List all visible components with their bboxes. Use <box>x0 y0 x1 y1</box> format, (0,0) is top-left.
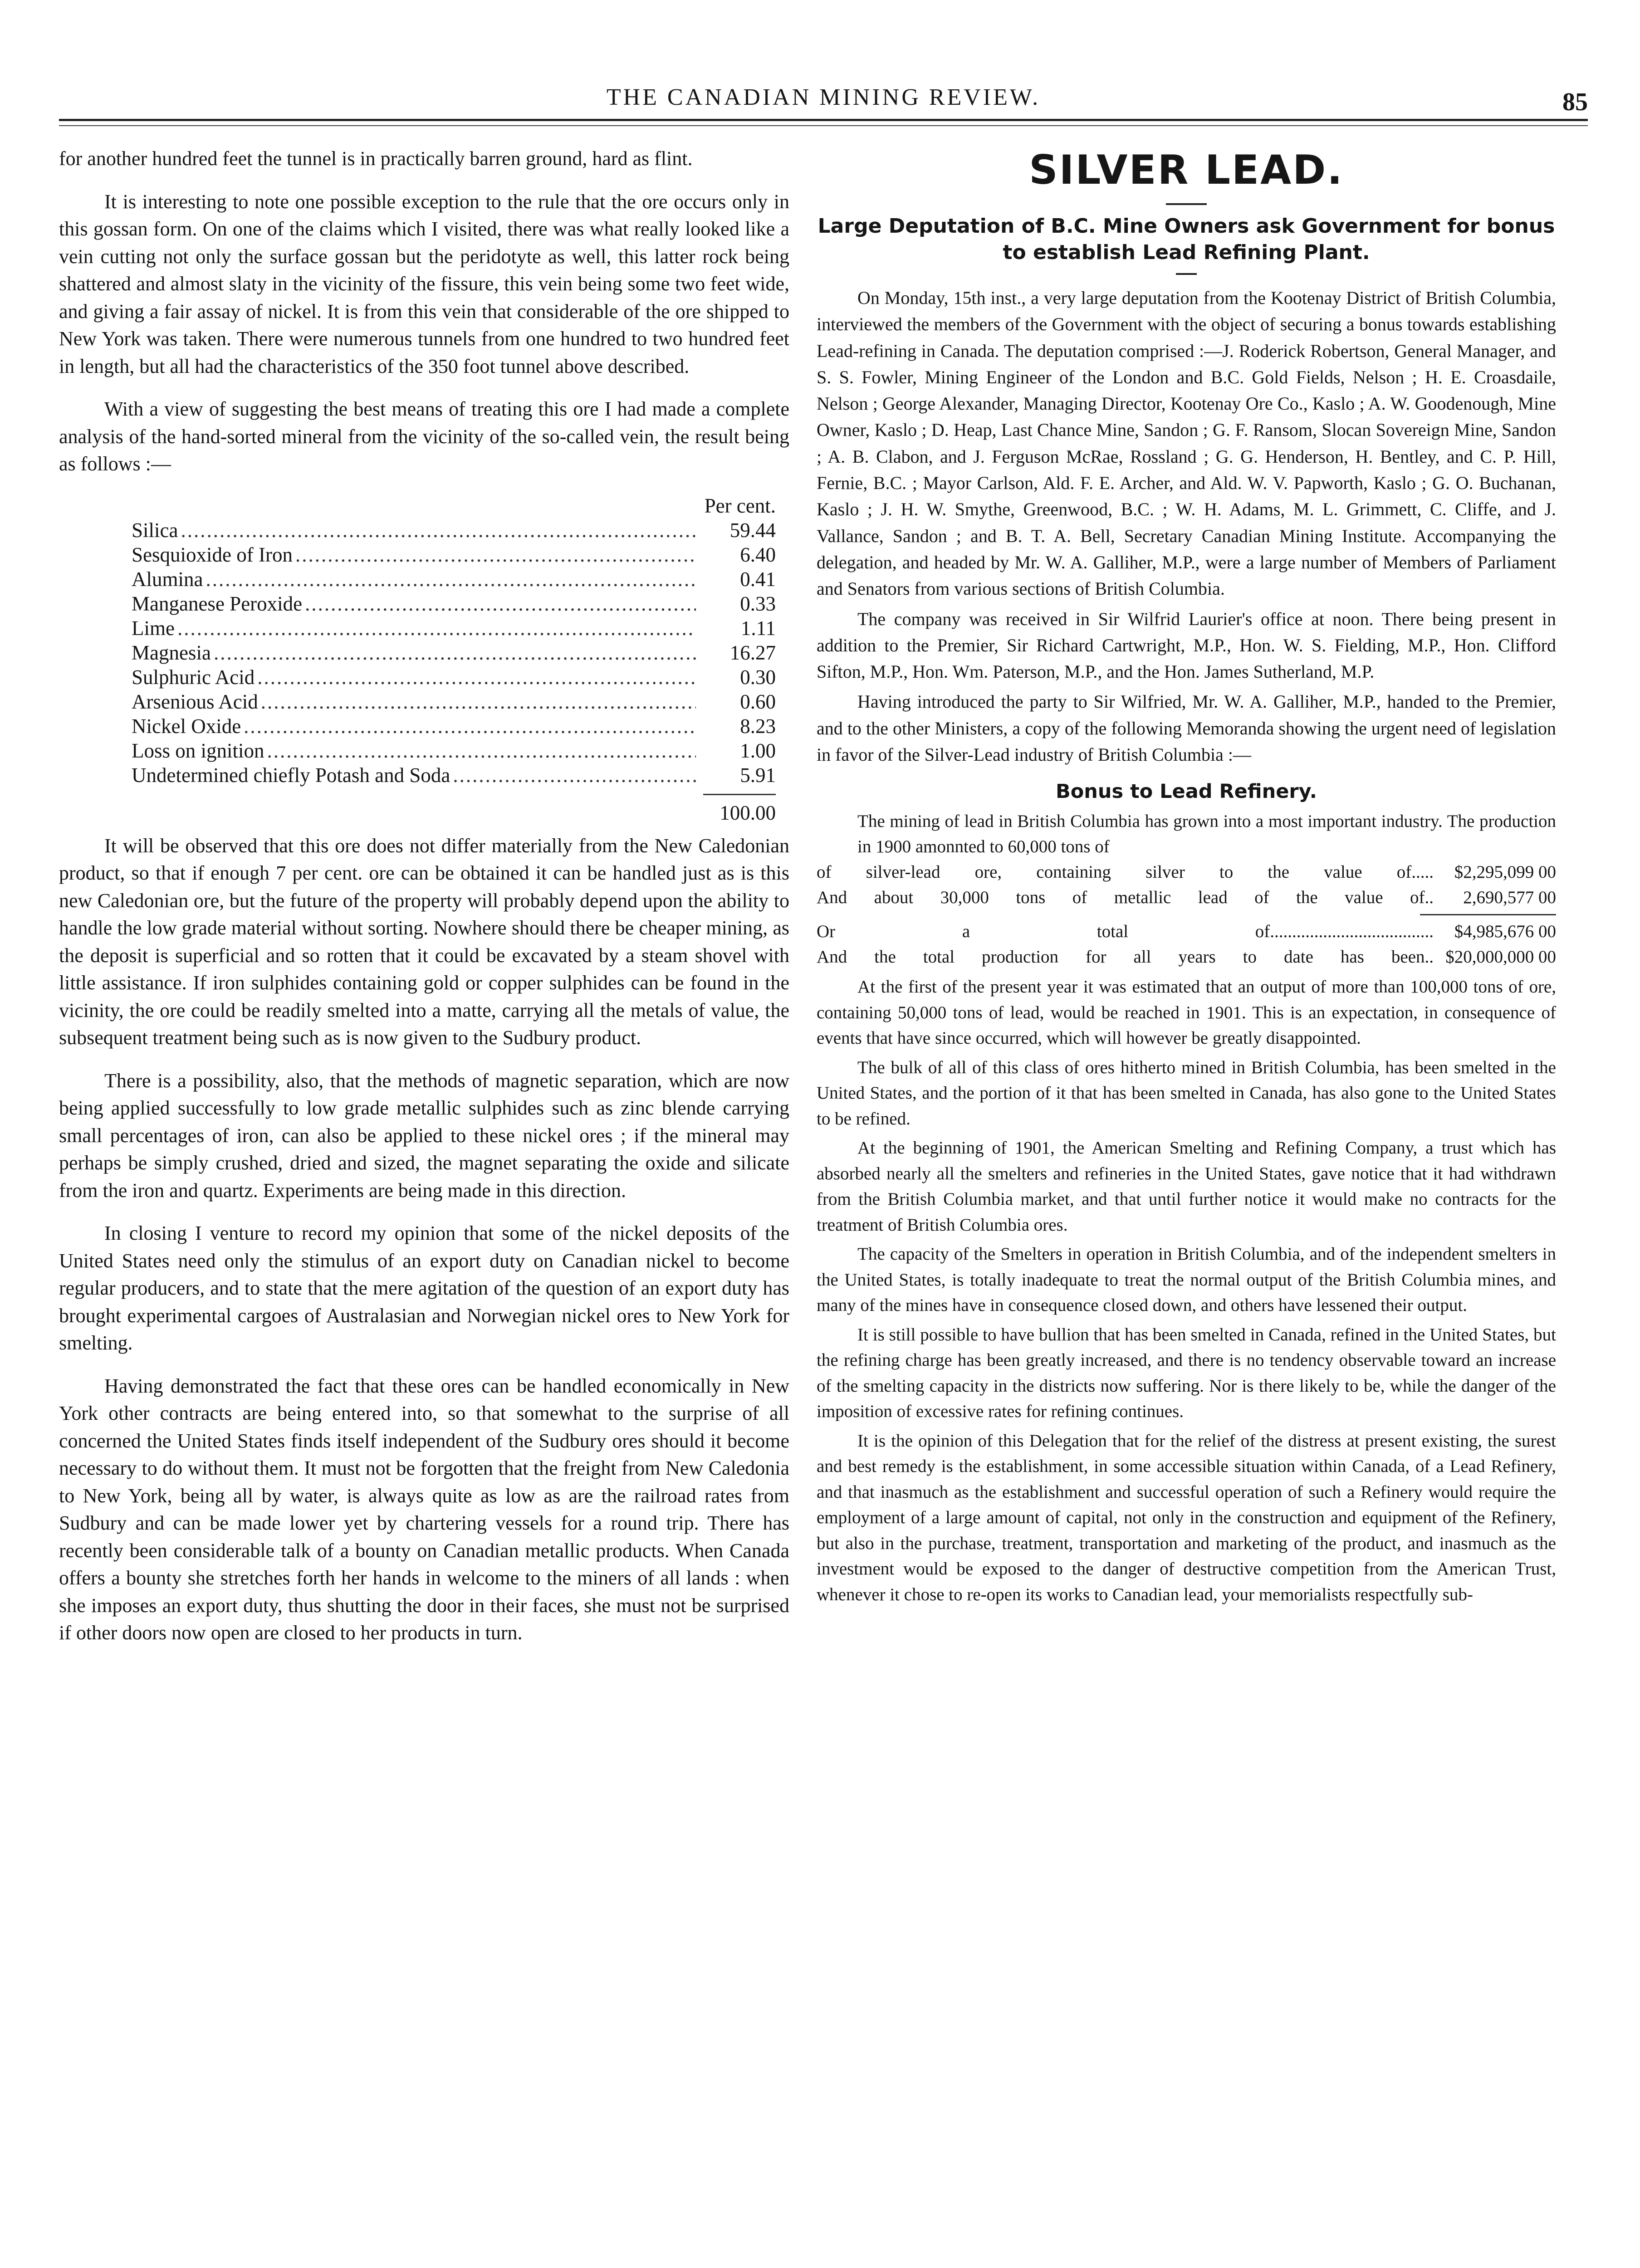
subtitle-rule <box>1176 273 1197 275</box>
analysis-row <box>59 616 789 640</box>
paragraph: At the first of the present year it was estimated that an output of more than 100,000 tons of ore, containing 50,000 tons of lead, would be reached in 1901. This is an expectation, in consequence of events that have since occurred, which will however be greatly disappointed. <box>817 977 1556 1048</box>
paragraph: There is a possibility, also, that the methods of magnetic separation, which are now being applied successfully to low grade metallic sulphides such as zinc blende carrying small percentages of iron, can also be applied to these nickel ores ; if the mineral may perhaps be simply crushed, dried and sized, the magnet separating the oxide and silicate from the iron and quartz. Experiments are being made in this direction. <box>59 1069 789 1202</box>
analysis-value: 1.00 <box>740 739 776 762</box>
paragraph: It is the opinion of this Delegation that for the relief of the distress at present existing, the surest and best remedy is the establishment, in some accessible situation within Canada, of a Lead Refinery, and that inasmuch as the establishment and successful operation of such a Refinery would require the employment of a large amount of capital, not only in the construction and equipment of the Refinery, but also in the purchase, treatment, transportation and marketing of the product, and inasmuch as the investment would be exposed to the danger of destructive competition from the American Trust, whenever it chose to re-open its works to Canadian lead, your memorialists respectfully sub- <box>817 1431 1556 1604</box>
ledger-text: And the total production for all years to date has been.. <box>817 947 1434 967</box>
ledger-value: $20,000,000 00 <box>1445 947 1556 967</box>
ledger-value: 2,690,577 00 <box>1463 888 1556 908</box>
analysis-row <box>59 763 789 787</box>
ledger-row <box>817 885 1556 910</box>
ledger-value: $4,985,676 00 <box>1454 922 1556 942</box>
analysis-name: Silica <box>132 518 178 542</box>
ledger-intro: The mining of lead in British Columbia has grown into a most important industry. The production in 1900 amonnted to 60,000 tons of <box>857 811 1556 857</box>
ledger-row <box>817 919 1556 944</box>
paragraph: On Monday, 15th inst., a very large deputation from the Kootenay District of British Columbia, interviewed the members of the Government with the object of securing a bonus towards establishing Lead-refining in Canada. The deputation comprised :—J. Roderick Robertson, General Manager, and S. S. Fowler, Mining Engineer of the London and B.C. Gold Fields, Nelson ; H. E. Croasdaile, Nelson ; George Alexander, Managing Director, Kootenay Ore Co., Kaslo ; A. W. Goodenough, Mine Owner, Kaslo ; D. Heap, Last Chance Mine, Sandon ; G. F. Ransom, Slocan Sovereign Mine, Sandon ; A. B. Clabon, and J. Ferguson McRae, Rossland ; G. G. Henderson, H. Bentley, and C. P. Hill, Fernie, B.C. ; Mayor Carlson, Ald. F. E. Archer, and Ald. W. V. Papworth, Kaslo ; G. O. Buchanan, Kaslo ; J. H. W. Smythe, Greenwood, B.C. ; W. H. Adams, M. L. Grimmett, C. Cliffe, and J. Vallance, Sandon ; and B. T. A. Bell, Secretary Canadian Mining Institute. Accompanying the delegation, and headed by Mr. W. A. Galliher, M.P., were a large number of Members of Parliament and Senators from various sections of British Columbia. <box>817 288 1556 599</box>
ledger-row <box>817 860 1556 885</box>
paragraph: Having introduced the party to Sir Wilfried, Mr. W. A. Galliher, M.P., handed to the Premier, and to the other Ministers, a copy of the following Memoranda showing the urgent need of legislation in favor of the Silver-Lead industry of British Columbia :— <box>817 691 1556 765</box>
paragraph: With a view of suggesting the best means of treating this ore I had made a complete analysis of the hand-sorted mineral from the vicinity of the so-called vein, the result being as follows :— <box>59 398 789 475</box>
analysis-row <box>59 567 789 591</box>
analysis-header: Per cent. <box>704 494 776 517</box>
analysis-row <box>59 714 789 738</box>
paragraph: for another hundred feet the tunnel is in practically barren ground, hard as flint. <box>59 147 693 170</box>
analysis-name: Undetermined chiefly Potash and Soda <box>132 763 450 787</box>
analysis-name: Arsenious Acid <box>132 690 258 713</box>
analysis-value: 0.33 <box>740 592 776 615</box>
analysis-value: 16.27 <box>729 641 776 664</box>
analysis-row <box>59 738 789 763</box>
analysis-name: Loss on ignition <box>132 739 264 762</box>
analysis-name: Alumina <box>132 567 203 591</box>
analysis-value: 0.30 <box>740 665 776 689</box>
paragraph: The capacity of the Smelters in operation in British Columbia, and of the independent smelters in the United States, is totally inadequate to treat the normal output of the British Columbia mines, and many of the mines have in consequence closed down, and others have lessened their output. <box>817 1244 1556 1315</box>
left-column <box>59 145 789 1662</box>
production-ledger <box>817 809 1556 970</box>
analysis-name: Sulphuric Acid <box>132 665 255 689</box>
header-rule-thick <box>59 119 1588 121</box>
ledger-value: $2,295,099 00 <box>1454 862 1556 882</box>
analysis-total: 100.00 <box>720 801 776 824</box>
paragraph: It will be observed that this ore does not differ materially from the New Caledonian product, so that if enough 7 per cent. ore can be obtained it can be handled just as is this new Caledonian ore, but the future of the property will probably depend upon the ability to handle the low grade material without sorting. Nowhere should there be cheaper mining, as the deposit is superficial and so rotten that it could be excavated by a steam shovel with little assistance. If iron sulphides containing gold or copper sulphides can be found in the vicinity, the ore could be readily smelted into a matte, carrying all the metals of value, the subsequent treatment being such as is now given to the Sudbury product. <box>59 834 789 1049</box>
paragraph: It is interesting to note one possible exception to the rule that the ore occurs only in this gossan form. On one of the claims which I visited, there was what really looked like a vein cutting not only the surface gossan but the peridotyte as well, this latter rock being shattered and almost slaty in the vicinity of the fissure, this vein being some two feet wide, and giving a fair assay of nickel. It is from this vein that considerable of the ore shipped to New York was taken. There were numerous tunnels from one hundred to two hundred feet in length, but all had the characteristics of the 350 foot tunnel above described. <box>59 190 789 377</box>
analysis-value: 5.91 <box>740 763 776 787</box>
page-header <box>59 82 1588 116</box>
analysis-row <box>59 518 789 543</box>
ledger-text: Or a total of..................................... <box>817 922 1434 942</box>
sum-rule <box>703 794 776 795</box>
analysis-row <box>59 665 789 689</box>
analysis-value: 6.40 <box>740 543 776 566</box>
paragraph: It is still possible to have bullion that has been smelted in Canada, refined in the United States, but the refining charge has been greatly increased, and there is no tendency observable toward an increase of the smelting capacity in the districts now suffering. Nor is there likely to be, while the danger of the imposition of excessive rates for refining continues. <box>817 1325 1556 1422</box>
analysis-value: 0.41 <box>740 567 776 591</box>
analysis-value: 8.23 <box>740 714 776 738</box>
ledger-row <box>817 944 1556 970</box>
article-title: SILVER LEAD. <box>1029 147 1344 193</box>
paragraph: At the beginning of 1901, the American Smelting and Refining Company, a trust which has absorbed nearly all the smelters and refineries in the United States, gave notice that it had withdrawn from the British Columbia market, and that until further notice it would make no contracts for the treatment of British Columbia ores. <box>817 1138 1556 1235</box>
analysis-row <box>59 689 789 714</box>
analysis-value: 59.44 <box>729 518 776 542</box>
header-rule-thin <box>59 125 1588 126</box>
paragraph: Having demonstrated the fact that these ores can be handled economically in New York other contracts are being entered into, so that somewhat to the surprise of all concerned the United States finds itself independent of the Sudbury ores should it become necessary to do without them. It must not be forgotten that the freight from New Caledonia to New York, being all by water, is always quite as low as are the railroad rates from Sudbury and can be made lower yet by chartering vessels for a round trip. There has recently been considerable talk of a bounty on Canadian metallic products. When Canada offers a bounty she stretches forth her hands in welcome to the miners of all lands : when she imposes an export duty, thus shutting the door in their faces, she must not be surprised if other doors now open are closed to her products in turn. <box>59 1374 789 1644</box>
journal-title: THE CANADIAN MINING REVIEW. <box>606 84 1041 110</box>
paragraph: The company was received in Sir Wilfrid Laurier's office at noon. There being present in addition to the Premier, Sir Richard Cartwright, M.P., Hon. W. S. Fielding, M.P., Hon. Clifford Sifton, M.P., Hon. Wm. Paterson, M.P., and the Hon. James Sutherland, M.P. <box>817 608 1556 682</box>
title-rule <box>1166 203 1207 205</box>
section-heading: Bonus to Lead Refinery. <box>1055 780 1317 803</box>
analysis-name: Lime <box>132 616 175 640</box>
analysis-name: Manganese Peroxide <box>132 592 303 615</box>
analysis-value: 1.11 <box>740 616 776 640</box>
analysis-row <box>59 591 789 616</box>
analysis-row <box>59 543 789 567</box>
analysis-table <box>59 494 789 825</box>
analysis-value: 0.60 <box>740 690 776 713</box>
ledger-text: of silver-lead ore, containing silver to the value of..... <box>817 862 1434 882</box>
ledger-text: And about 30,000 tons of metallic lead of the value of.. <box>817 888 1434 908</box>
paragraph: In closing I venture to record my opinion that some of the nickel deposits of the United States need only the stimulus of an export duty on Canadian nickel to become regular producers, and to state that the mere agitation of the question of an export duty has brought experimental cargoes of Australasian and Norwegian nickel ores to New York for smelting. <box>59 1222 789 1354</box>
right-column <box>817 145 1556 1611</box>
analysis-name: Nickel Oxide <box>132 714 241 738</box>
sum-rule <box>1420 914 1556 915</box>
article-subtitle: Large Deputation of B.C. Mine Owners ask Government for bonus to establish Lead Refining Plant. <box>818 215 1555 264</box>
analysis-row <box>59 640 789 665</box>
analysis-name: Magnesia <box>132 641 211 664</box>
analysis-name: Sesquioxide of Iron <box>132 543 293 566</box>
page-number: 85 <box>1562 88 1588 116</box>
paragraph: The bulk of all of this class of ores hitherto mined in British Columbia, has been smelted in the United States, and the portion of it that has been smelted in Canada, has also gone to the United States to be refined. <box>817 1057 1556 1129</box>
